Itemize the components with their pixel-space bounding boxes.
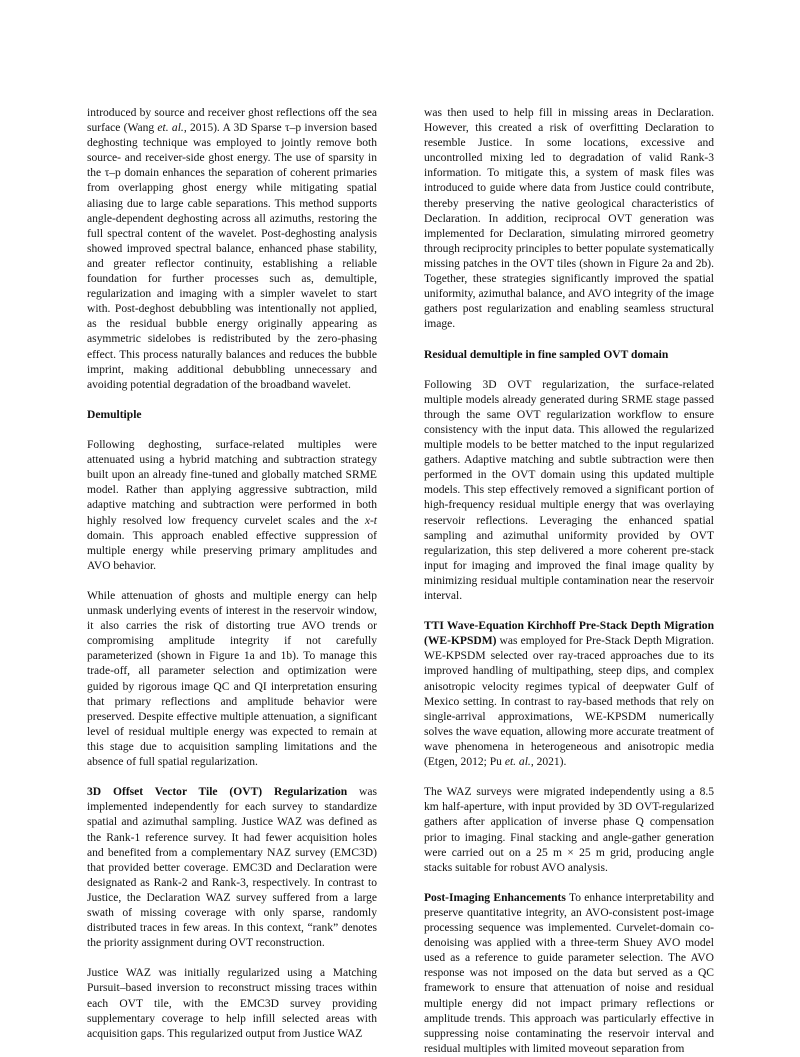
paragraph-ovt-regularization: 3D Offset Vector Tile (OVT) Regularization was implemented independently for each survey to standardize spatial and azimuthal sampling. Justice WAZ was defined as the Rank-1 reference survey. It had fewer acquisition holes and benefited from a complementary NAZ survey (EMC3D) that provided better coverage. EMC3D and Declaration were designated as Rank-2 and Rank-3, respectively. In contrast to Justice, the Declaration WAZ survey suffered from a large swath of missing coverage with only sparse, randomly distributed traces in few areas. In this context, “rank” denotes the priority assignment during OVT reconstruction. [87, 786, 377, 950]
right-column [424, 106, 714, 1057]
paragraph-residual-demultiple: Following 3D OVT regularization, the surface-related multiple models already generated during SRME stage passed through the same OVT regularization workflow to ensure consistency with the input data. This allowed the regularized multiple models to be better matched to the input regularized gathers. Adaptive matching and subtle subtraction were then performed in the OVT domain using this updated multiple models. This step effectively removed a significant portion of high-frequency residual multiple energy that was overlaying reservoir reflections. Leveraging the enhanced spatial sampling and azimuthal uniformity provided by OVT regularization, this step delivered a more coherent pre-stack input for imaging and improved the final image quality by minimizing residual multiple contamination near the reservoir interval. [424, 378, 714, 602]
xt-domain: x-t [364, 514, 377, 527]
paragraph-deghosting: introduced by source and receiver ghost reflections off the sea surface (Wang et. al., 2015). A 3D Sparse τ–p inversion based deghosting technique was employed to jointly remove both source- and receiver-side ghost energy. The use of sparsity in the τ–p domain enhances the separation of coherent primaries from overlapping ghost energy while mitigating spatial aliasing due to large cable separations. This method supports angle-dependent deghosting across all azimuths, restoring the full spectral content of the wavelet. Post-deghosting analysis showed improved spectral balance, enhanced phase stability, and greater reflector continuity, establishing a reliable foundation for further processes such as, demultiple, regularization and imaging with a simpler wavelet to start with. Post-deghost debubbling was intentionally not applied, as the residual bubble energy originally appearing as asymmetric sidelobes is redistributed by the zero-phasing effect. This process naturally balances and reduces the bubble imprint, making additional debubbling unnecessary and avoiding potential degradation of the broadband wavelet. [87, 107, 377, 391]
heading-demultiple: Demultiple [87, 408, 142, 421]
run-in-heading-we-kpsdm: TTI Wave-Equation Kirchhoff Pre-Stack Depth Migration (WE-KPSDM) [424, 620, 714, 648]
run-in-heading-post-imaging: Post-Imaging Enhancements [424, 891, 566, 904]
run-in-heading-ovt: 3D Offset Vector Tile (OVT) Regularization [87, 786, 348, 799]
paragraph-post-imaging: Post-Imaging Enhancements To enhance interpretability and preserve quantitative integrity, an AVO-consistent post-image processing sequence was implemented. Curvelet-domain co-denoising was applied with a three-term Shuey AVO model used as a reference to guide parameter selection. The AVO response was not imposed on the data but served as a QC framework to ensure that attenuation of noise and residual multiple energy did not impact primary reflections or amplitude trends. This approach was particularly effective in suppressing noise contaminating the reservoir interval and residual multiples with limited moveout separation from [424, 891, 714, 1055]
citation-etal: et. al. [157, 122, 184, 135]
left-column [87, 106, 377, 1042]
paragraph-we-kpsdm: TTI Wave-Equation Kirchhoff Pre-Stack Depth Migration (WE-KPSDM) was employed for Pre-Stack Depth Migration. WE-KPSDM selected over ray-traced approaches due to its improved handling of multipathing, steep dips, and complex anisotropic velocity regimes typical of deepwater Gulf of Mexico setting. In contrast to ray-based methods that rely on single-arrival approximations, WE-KPSDM numerically solves the wave equation, allowing more accurate treatment of wave phenomena in heterogeneous and anisotropic media (Etgen, 2012; Pu et. al., 2021). [424, 620, 714, 769]
paragraph-waz-migration: The WAZ surveys were migrated independently using a 8.5 km half-aperture, with input provided by 3D OVT-regularized gathers after application of inverse phase Q compensation prior to imaging. Final stacking and angle-gather generation were carried out on a 25 m × 25 m grid, producing angle stacks suitable for robust AVO analysis. [424, 786, 714, 874]
paragraph-declaration: was then used to help fill in missing areas in Declaration. However, this created a risk of overfitting Declaration to resemble Justice. In some locations, excessive and uncontrolled mixing led to degradation of valid Rank-3 information. To mitigate this, a system of mask files was introduced to guide where data from Justice could contribute, thereby preserving the native geological characteristics of Declaration. In addition, reciprocal OVT generation was implemented for Declaration, simulating mirrored geometry through reciprocity principles to better populate systematically missing patches in the OVT tiles (shown in Figure 2a and 2b). Together, these strategies significantly improved the spatial uniformity, azimuthal balance, and AVO integrity of the image gathers post regularization and enabling seamless structural image. [424, 107, 714, 331]
citation-etal-2: et. al. [504, 756, 531, 769]
paragraph-demultiple: Following deghosting, surface-related multiples were attenuated using a hybrid matching and subtraction strategy built upon an already fine-tuned and globally matched SRME model. Rather than applying aggressive subtraction, mild adaptive matching and subtraction were performed in both highly resolved low frequency curvelet scales and the x-t domain. This approach enabled effective suppression of multiple energy while preserving primary amplitudes and AVO behavior. [87, 439, 377, 572]
heading-residual-demultiple: Residual demultiple in fine sampled OVT domain [424, 348, 669, 361]
paragraph-justice-waz: Justice WAZ was initially regularized using a Matching Pursuit–based inversion to reconstruct missing traces within each OVT tile, with the EMC3D survey providing supplementary coverage to help infill selected areas with acquisition gaps. This regularized output from Justice WAZ [87, 967, 377, 1040]
paragraph-avo-tradeoff: While attenuation of ghosts and multiple energy can help unmask underlying events of interest in the reservoir window, it also carries the risk of distorting true AVO trends or compromising amplitude integrity if not carefully parameterized (shown in Figure 1a and 1b). To manage this trade-off, all parameter selection and optimization were guided by rigorous image QC and QI interpretation ensuring that primary reflections and amplitude behavior were preserved. Despite effective multiple attenuation, a significant level of residual multiple energy was expected to remain at this stage due to acquisition sampling limitations and the absence of full spatial regularization. [87, 590, 377, 769]
